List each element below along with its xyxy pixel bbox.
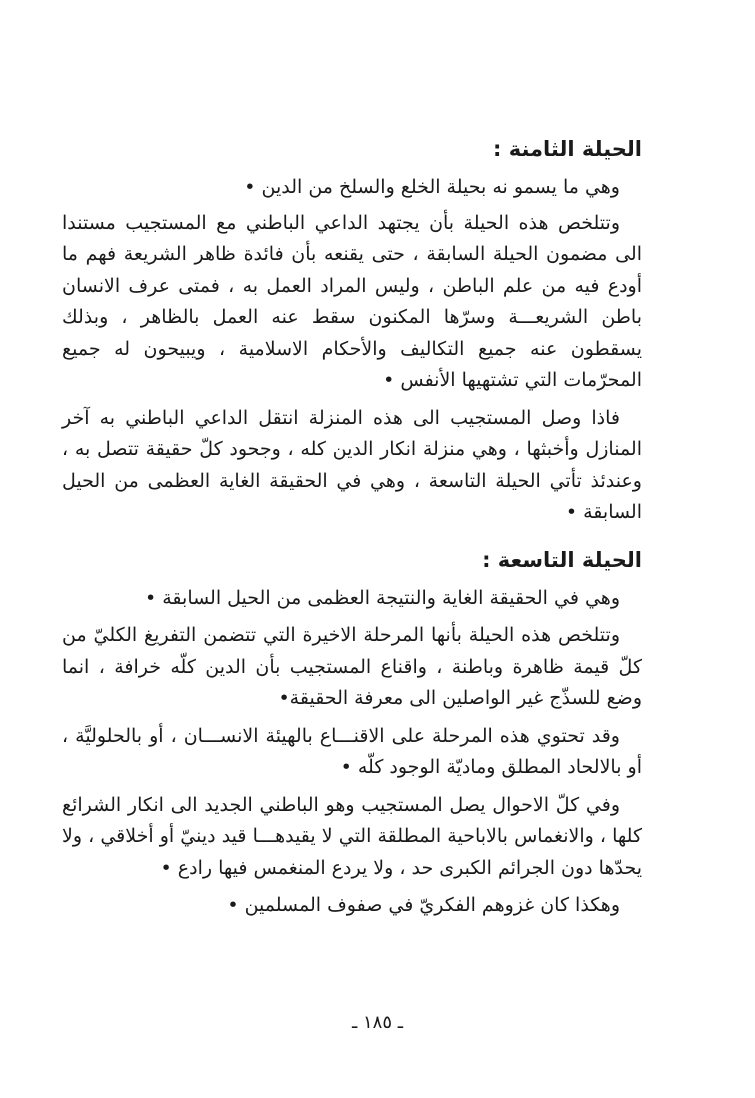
section-eight-paragraph-3: فاذا وصل المستجيب الى هذه المنزلة انتقل الداعي الباطني به آخر المنازل وأخبثها ، وهي منزلة انكار الدين كله ، وجحود كلّ حقيقة تتصل به ، وعندئذ تأتي الحيلة التاسعة ، وهي في الحقيقة الغاية العظمى من الحيل السابقة • xyxy=(62,406,642,523)
section-eight-paragraph-1: وهي ما يسمو نه بحيلة الخلع والسلخ من الدين • xyxy=(244,176,620,198)
section-nine-paragraph-3: وقد تحتوي هذه المرحلة على الاقنـــاع بالهيئة الانســـان ، أو بالحلوليَّة ، أو بالالحاد المطلق وماديّة الوجود كلّه • xyxy=(62,724,642,778)
section-nine-heading: الحيلة التاسعة : xyxy=(482,547,642,572)
section-eight-heading: الحيلة الثامنة : xyxy=(493,137,642,161)
section-nine-paragraph-4: وفي كلّ الاحوال يصل المستجيب وهو الباطني الجديد الى انكار الشرائع كلها ، والانغماس بالاباحية المطلقة التي لا يقيدهـــا قيد دينيّ أو أخلاقي ، ولا يحدّها دون الجرائم الكبرى حد ، ولا يردع المنغمس فيها رادع • xyxy=(62,793,642,879)
page-number: ـ ١٨٥ ـ xyxy=(351,1012,403,1033)
section-eight-paragraph-2: وتتلخص هذه الحيلة بأن يجتهد الداعي الباطني مع المستجيب مستندا الى مضمون الحيلة السابقة ، حتى يقنعه بأن فائدة ظاهر الشريعة فهم ما أودع فيه من علم الباطن ، وليس المراد العمل به ، فمتى عرف الانسان باطن الشريعـــة وسرّها المكنون سقط عنه العمل بالظاهر ، وبذلك يسقطون عنه جميع التكاليف والأحكام الاسلامية ، ويبيحون له جميع المحرّمات التي تشتهيها الأنفس • xyxy=(62,211,642,391)
section-nine-paragraph-1: وهي في الحقيقة الغاية والنتيجة العظمى من الحيل السابقة • xyxy=(144,586,620,609)
page-body xyxy=(62,132,642,928)
section-nine-paragraph-2: وتتلخص هذه الحيلة بأنها المرحلة الاخيرة التي تتضمن التفريغ الكليّ من كلّ قيمة ظاهرة وباطنة ، واقناع المستجيب بأن الدين كلّه خرافة ، انما وضع للسذّج غير الواصلين الى معرفة الحقيقة• xyxy=(62,624,642,709)
section-nine-paragraph-5: وهكذا كان غزوهم الفكريّ في صفوف المسلمين • xyxy=(227,894,620,916)
